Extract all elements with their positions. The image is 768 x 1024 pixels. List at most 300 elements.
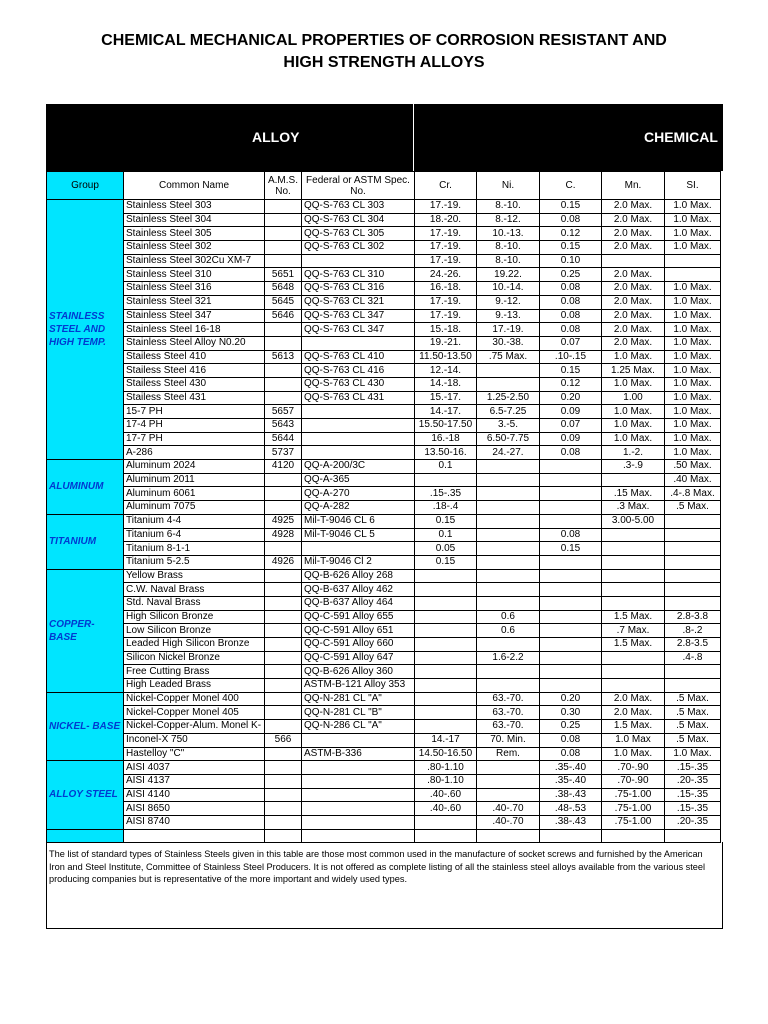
band-divider: [413, 104, 414, 171]
cell-ni: 30.-38.: [477, 336, 540, 350]
cell-cr: [415, 569, 477, 583]
table-row: [47, 829, 721, 843]
table-row: [47, 460, 721, 474]
table-row: [47, 569, 721, 583]
table-row: [47, 350, 721, 364]
table-row: [47, 542, 721, 556]
cell-mn: 2.0 Max.: [602, 295, 665, 309]
table-row: [47, 720, 721, 734]
cell-spec: QQ-C-591 Alloy 660: [302, 638, 415, 652]
cell-ni: 8.-10.: [477, 241, 540, 255]
cell-common-name: Inconel-X 750: [124, 733, 265, 747]
cell-c: [540, 555, 602, 569]
cell-c: [540, 610, 602, 624]
cell-si: .20-.35: [665, 774, 721, 788]
table-row: [47, 487, 721, 501]
cell-mn: [602, 555, 665, 569]
cell-si: 1.0 Max.: [665, 336, 721, 350]
cell-c: [540, 829, 602, 843]
cell-ni: 10.-14.: [477, 282, 540, 296]
cell-common-name: Low Silicon Bronze: [124, 624, 265, 638]
cell-ni: 9.-13.: [477, 309, 540, 323]
column-header-row: [47, 172, 721, 200]
cell-mn: 1.5 Max.: [602, 720, 665, 734]
cell-ni: 9.-12.: [477, 295, 540, 309]
cell-mn: 1.25 Max.: [602, 364, 665, 378]
cell-c: .48-.53: [540, 802, 602, 816]
cell-mn: 2.0 Max.: [602, 227, 665, 241]
cell-si: 1.0 Max.: [665, 200, 721, 214]
cell-mn: [602, 679, 665, 693]
cell-spec: QQ-C-591 Alloy 647: [302, 651, 415, 665]
cell-ni: 1.25-2.50: [477, 391, 540, 405]
cell-ams: [265, 583, 302, 597]
cell-common-name: AISI 8650: [124, 802, 265, 816]
cell-si: 1.0 Max.: [665, 241, 721, 255]
cell-c: 0.15: [540, 200, 602, 214]
cell-si: 1.0 Max.: [665, 282, 721, 296]
footnote: The list of standard types of Stainless Steels given in this table are those most common used in the manufacture of socket screws and furnished by the American Iron and Steel Institute, Committee of Stainless Steel Producers. It is not offered as complete listing of all the stainless steel alloys available from the various steel producing companies but is representative of the more important and widely used types.: [46, 842, 723, 929]
cell-si: .8-.2: [665, 624, 721, 638]
chemical-header: CHEMICAL: [644, 129, 718, 145]
cell-common-name: Aluminum 2011: [124, 473, 265, 487]
cell-spec: QQ-S-763 CL 310: [302, 268, 415, 282]
cell-ams: [265, 364, 302, 378]
cell-cr: 14.-17: [415, 733, 477, 747]
cell-mn: 2.0 Max.: [602, 323, 665, 337]
cell-spec: QQ-A-365: [302, 473, 415, 487]
cell-ni: .40-.70: [477, 802, 540, 816]
cell-common-name: Leaded High Silicon Bronze: [124, 638, 265, 652]
cell-mn: [602, 254, 665, 268]
cell-mn: [602, 829, 665, 843]
cell-spec: QQ-S-763 CL 316: [302, 282, 415, 296]
cell-cr: 17.-19.: [415, 295, 477, 309]
cell-si: 1.0 Max.: [665, 432, 721, 446]
cell-cr: .40-.60: [415, 788, 477, 802]
cell-ams: [265, 213, 302, 227]
cell-c: 0.20: [540, 692, 602, 706]
cell-spec: [302, 542, 415, 556]
cell-c: 0.08: [540, 733, 602, 747]
cell-si: [665, 829, 721, 843]
cell-c: [540, 569, 602, 583]
cell-ni: [477, 528, 540, 542]
table-row: [47, 665, 721, 679]
cell-spec: Mil-T-9046 Cl 2: [302, 555, 415, 569]
cell-si: 1.0 Max.: [665, 350, 721, 364]
cell-cr: 16.-18.: [415, 282, 477, 296]
cell-mn: 2.0 Max.: [602, 309, 665, 323]
cell-ams: [265, 501, 302, 515]
table-row: [47, 638, 721, 652]
cell-cr: 13.50-16.: [415, 446, 477, 460]
cell-mn: 2.0 Max.: [602, 282, 665, 296]
cell-spec: QQ-S-763 CL 347: [302, 323, 415, 337]
cell-si: .50 Max.: [665, 460, 721, 474]
cell-c: [540, 583, 602, 597]
cell-mn: .15 Max.: [602, 487, 665, 501]
cell-common-name: Silicon Nickel Bronze: [124, 651, 265, 665]
cell-si: [665, 528, 721, 542]
cell-ni: Rem.: [477, 747, 540, 761]
header-c: C.: [540, 172, 602, 200]
table-row: [47, 405, 721, 419]
cell-mn: 2.0 Max.: [602, 706, 665, 720]
title-line-1: CHEMICAL MECHANICAL PROPERTIES OF CORROSION RESISTANT AND: [101, 32, 667, 49]
cell-si: .5 Max.: [665, 692, 721, 706]
cell-c: [540, 679, 602, 693]
cell-c: [540, 514, 602, 528]
cell-common-name: [124, 829, 265, 843]
cell-common-name: Stainless Steel 302Cu XM-7: [124, 254, 265, 268]
cell-si: .15-.35: [665, 802, 721, 816]
cell-common-name: Aluminum 7075: [124, 501, 265, 515]
cell-mn: [602, 596, 665, 610]
cell-ams: 5643: [265, 419, 302, 433]
cell-cr: .80-1.10: [415, 761, 477, 775]
cell-ni: 24.-27.: [477, 446, 540, 460]
cell-si: 1.0 Max.: [665, 364, 721, 378]
cell-cr: [415, 679, 477, 693]
cell-mn: 2.0 Max.: [602, 336, 665, 350]
cell-common-name: 17-4 PH: [124, 419, 265, 433]
cell-ni: .75 Max.: [477, 350, 540, 364]
cell-common-name: Titanium 5-2.5: [124, 555, 265, 569]
cell-cr: [415, 829, 477, 843]
cell-c: 0.08: [540, 309, 602, 323]
cell-c: 0.08: [540, 446, 602, 460]
cell-spec: Mil-T-9046 CL 5: [302, 528, 415, 542]
cell-c: [540, 624, 602, 638]
cell-ni: [477, 473, 540, 487]
cell-spec: QQ-S-763 CL 431: [302, 391, 415, 405]
cell-si: 2.8-3.8: [665, 610, 721, 624]
cell-ni: 8.-10.: [477, 200, 540, 214]
cell-cr: 0.1: [415, 460, 477, 474]
cell-cr: 18.-20.: [415, 213, 477, 227]
table-row: [47, 254, 721, 268]
table-row: [47, 377, 721, 391]
cell-mn: [602, 665, 665, 679]
table-row: [47, 473, 721, 487]
cell-c: 0.12: [540, 377, 602, 391]
cell-common-name: Stainless Steel 303: [124, 200, 265, 214]
table-row: [47, 528, 721, 542]
header-si: SI.: [665, 172, 721, 200]
cell-si: .5 Max.: [665, 501, 721, 515]
cell-cr: [415, 624, 477, 638]
cell-mn: [602, 569, 665, 583]
cell-spec: QQ-A-282: [302, 501, 415, 515]
cell-common-name: Stailess Steel 410: [124, 350, 265, 364]
cell-mn: [602, 528, 665, 542]
cell-ams: 566: [265, 733, 302, 747]
table-row: [47, 555, 721, 569]
cell-spec: QQ-S-763 CL 304: [302, 213, 415, 227]
group-cell: TITANIUM: [47, 514, 124, 569]
cell-spec: QQ-S-763 CL 302: [302, 241, 415, 255]
table-row: [47, 706, 721, 720]
cell-cr: 14.-17.: [415, 405, 477, 419]
cell-ams: [265, 774, 302, 788]
cell-common-name: Hastelloy "C": [124, 747, 265, 761]
cell-cr: [415, 473, 477, 487]
cell-spec: QQ-S-763 CL 303: [302, 200, 415, 214]
cell-si: .40 Max.: [665, 473, 721, 487]
cell-common-name: Free Cutting Brass: [124, 665, 265, 679]
cell-mn: 1.0 Max.: [602, 405, 665, 419]
cell-spec: QQ-A-200/3C: [302, 460, 415, 474]
cell-mn: [602, 651, 665, 665]
cell-common-name: Stainless Steel 302: [124, 241, 265, 255]
cell-ams: [265, 747, 302, 761]
table-row: [47, 514, 721, 528]
group-cell: [47, 829, 124, 843]
cell-ams: 4925: [265, 514, 302, 528]
cell-si: [665, 596, 721, 610]
cell-c: .10-.15: [540, 350, 602, 364]
cell-spec: [302, 446, 415, 460]
cell-ni: 0.6: [477, 610, 540, 624]
cell-spec: QQ-B-626 Alloy 360: [302, 665, 415, 679]
cell-spec: [302, 405, 415, 419]
cell-si: 1.0 Max.: [665, 405, 721, 419]
cell-c: 0.30: [540, 706, 602, 720]
cell-si: 1.0 Max.: [665, 213, 721, 227]
cell-c: 0.12: [540, 227, 602, 241]
cell-spec: QQ-C-591 Alloy 655: [302, 610, 415, 624]
cell-ams: [265, 227, 302, 241]
cell-si: [665, 665, 721, 679]
cell-common-name: Stainless Steel Alloy N0.20: [124, 336, 265, 350]
header-common-name: Common Name: [124, 172, 265, 200]
cell-mn: 1.0 Max.: [602, 432, 665, 446]
cell-cr: .18-.4: [415, 501, 477, 515]
cell-si: 1.0 Max.: [665, 391, 721, 405]
alloy-header: ALLOY: [252, 129, 300, 145]
page-title: [0, 30, 768, 74]
cell-spec: QQ-S-763 CL 416: [302, 364, 415, 378]
group-cell: ALLOY STEEL: [47, 761, 124, 829]
cell-ni: 6.50-7.75: [477, 432, 540, 446]
table-row: [47, 774, 721, 788]
table-row: [47, 391, 721, 405]
cell-si: [665, 254, 721, 268]
cell-mn: 1.5 Max.: [602, 638, 665, 652]
cell-cr: 11.50-13.50: [415, 350, 477, 364]
cell-cr: 17.-19.: [415, 227, 477, 241]
cell-spec: QQ-N-281 CL "A": [302, 692, 415, 706]
cell-c: 0.08: [540, 295, 602, 309]
group-cell: COPPER-BASE: [47, 569, 124, 692]
table-row: [47, 624, 721, 638]
table-row: [47, 733, 721, 747]
cell-mn: 1.00: [602, 391, 665, 405]
cell-ni: 70. Min.: [477, 733, 540, 747]
cell-c: 0.15: [540, 542, 602, 556]
cell-si: [665, 542, 721, 556]
cell-spec: QQ-S-763 CL 410: [302, 350, 415, 364]
cell-cr: .15-.35: [415, 487, 477, 501]
cell-ams: 5737: [265, 446, 302, 460]
alloy-table: [46, 171, 721, 843]
cell-c: .38-.43: [540, 788, 602, 802]
cell-c: 0.10: [540, 254, 602, 268]
cell-si: [665, 583, 721, 597]
cell-ams: [265, 679, 302, 693]
cell-spec: QQ-S-763 CL 321: [302, 295, 415, 309]
cell-ams: [265, 377, 302, 391]
cell-c: 0.08: [540, 323, 602, 337]
cell-common-name: Stainless Steel 321: [124, 295, 265, 309]
table-row: [47, 802, 721, 816]
table-row: [47, 679, 721, 693]
cell-si: 1.0 Max.: [665, 419, 721, 433]
cell-spec: [302, 774, 415, 788]
cell-si: .4-.8: [665, 651, 721, 665]
cell-mn: .75-1.00: [602, 788, 665, 802]
cell-cr: 0.15: [415, 514, 477, 528]
cell-ni: [477, 596, 540, 610]
cell-cr: [415, 815, 477, 829]
cell-ams: [265, 624, 302, 638]
table-row: [47, 282, 721, 296]
cell-spec: QQ-N-281 CL "B": [302, 706, 415, 720]
cell-cr: 16.-18: [415, 432, 477, 446]
table-row: [47, 336, 721, 350]
cell-mn: .7 Max.: [602, 624, 665, 638]
cell-ni: 10.-13.: [477, 227, 540, 241]
cell-spec: [302, 761, 415, 775]
cell-spec: [302, 788, 415, 802]
cell-c: 0.09: [540, 432, 602, 446]
cell-common-name: Stailess Steel 416: [124, 364, 265, 378]
group-cell: ALUMINUM: [47, 460, 124, 515]
cell-mn: .75-1.00: [602, 815, 665, 829]
cell-common-name: Aluminum 6061: [124, 487, 265, 501]
cell-ams: [265, 569, 302, 583]
cell-c: [540, 665, 602, 679]
cell-ams: 5613: [265, 350, 302, 364]
table-row: [47, 295, 721, 309]
cell-cr: 17.-19.: [415, 200, 477, 214]
cell-c: 0.07: [540, 419, 602, 433]
cell-spec: [302, 815, 415, 829]
cell-ams: 5648: [265, 282, 302, 296]
table-row: [47, 596, 721, 610]
cell-cr: 17.-19.: [415, 254, 477, 268]
cell-mn: 2.0 Max.: [602, 200, 665, 214]
cell-common-name: Stailess Steel 430: [124, 377, 265, 391]
cell-ni: [477, 665, 540, 679]
cell-common-name: AISI 4140: [124, 788, 265, 802]
cell-cr: 14.-18.: [415, 377, 477, 391]
cell-cr: [415, 665, 477, 679]
cell-mn: 2.0 Max.: [602, 241, 665, 255]
cell-si: 1.0 Max.: [665, 309, 721, 323]
cell-ams: 5657: [265, 405, 302, 419]
cell-ams: [265, 254, 302, 268]
cell-c: 0.15: [540, 364, 602, 378]
cell-si: .15-.35: [665, 761, 721, 775]
cell-ni: [477, 679, 540, 693]
cell-ni: [477, 514, 540, 528]
cell-cr: 24.-26.: [415, 268, 477, 282]
cell-si: .15-.35: [665, 788, 721, 802]
cell-si: [665, 268, 721, 282]
cell-si: .5 Max.: [665, 706, 721, 720]
table-row: [47, 583, 721, 597]
cell-si: [665, 555, 721, 569]
cell-ni: [477, 487, 540, 501]
cell-mn: .3-.9: [602, 460, 665, 474]
cell-c: [540, 638, 602, 652]
cell-c: 0.08: [540, 528, 602, 542]
table-row: [47, 815, 721, 829]
cell-cr: 12.-14.: [415, 364, 477, 378]
cell-ni: [477, 364, 540, 378]
cell-si: .5 Max.: [665, 720, 721, 734]
cell-common-name: Yellow Brass: [124, 569, 265, 583]
cell-ams: [265, 487, 302, 501]
cell-c: [540, 460, 602, 474]
cell-cr: 15.-18.: [415, 323, 477, 337]
table-row: [47, 419, 721, 433]
title-line-2: HIGH STRENGTH ALLOYS: [283, 54, 485, 71]
cell-common-name: C.W. Naval Brass: [124, 583, 265, 597]
cell-si: .4-.8 Max.: [665, 487, 721, 501]
cell-ni: 6.5-7.25: [477, 405, 540, 419]
cell-cr: 17.-19.: [415, 241, 477, 255]
cell-ni: 63.-70.: [477, 720, 540, 734]
cell-spec: QQ-A-270: [302, 487, 415, 501]
cell-mn: [602, 542, 665, 556]
cell-c: [540, 473, 602, 487]
cell-cr: [415, 651, 477, 665]
cell-spec: QQ-S-763 CL 430: [302, 377, 415, 391]
cell-mn: .3 Max.: [602, 501, 665, 515]
cell-cr: [415, 720, 477, 734]
cell-spec: QQ-B-637 Alloy 462: [302, 583, 415, 597]
cell-mn: 1.0 Max: [602, 733, 665, 747]
cell-common-name: High Leaded Brass: [124, 679, 265, 693]
table-row: [47, 268, 721, 282]
cell-ams: [265, 815, 302, 829]
cell-mn: 2.0 Max.: [602, 213, 665, 227]
table-row: [47, 788, 721, 802]
cell-spec: [302, 432, 415, 446]
group-cell: NICKEL- BASE: [47, 692, 124, 760]
cell-common-name: AISI 4037: [124, 761, 265, 775]
cell-ams: [265, 829, 302, 843]
cell-ni: [477, 774, 540, 788]
cell-ni: [477, 501, 540, 515]
cell-common-name: Stainless Steel 347: [124, 309, 265, 323]
cell-common-name: Stainless Steel 16-18: [124, 323, 265, 337]
table-row: [47, 309, 721, 323]
cell-common-name: High Silicon Bronze: [124, 610, 265, 624]
cell-spec: QQ-S-763 CL 347: [302, 309, 415, 323]
header-spec: Federal or ASTM Spec. No.: [302, 172, 415, 200]
cell-ams: [265, 761, 302, 775]
cell-ams: [265, 692, 302, 706]
cell-cr: [415, 610, 477, 624]
cell-cr: 19.-21.: [415, 336, 477, 350]
header-ams: A.M.S. No.: [265, 172, 302, 200]
table-row: [47, 747, 721, 761]
cell-c: [540, 651, 602, 665]
